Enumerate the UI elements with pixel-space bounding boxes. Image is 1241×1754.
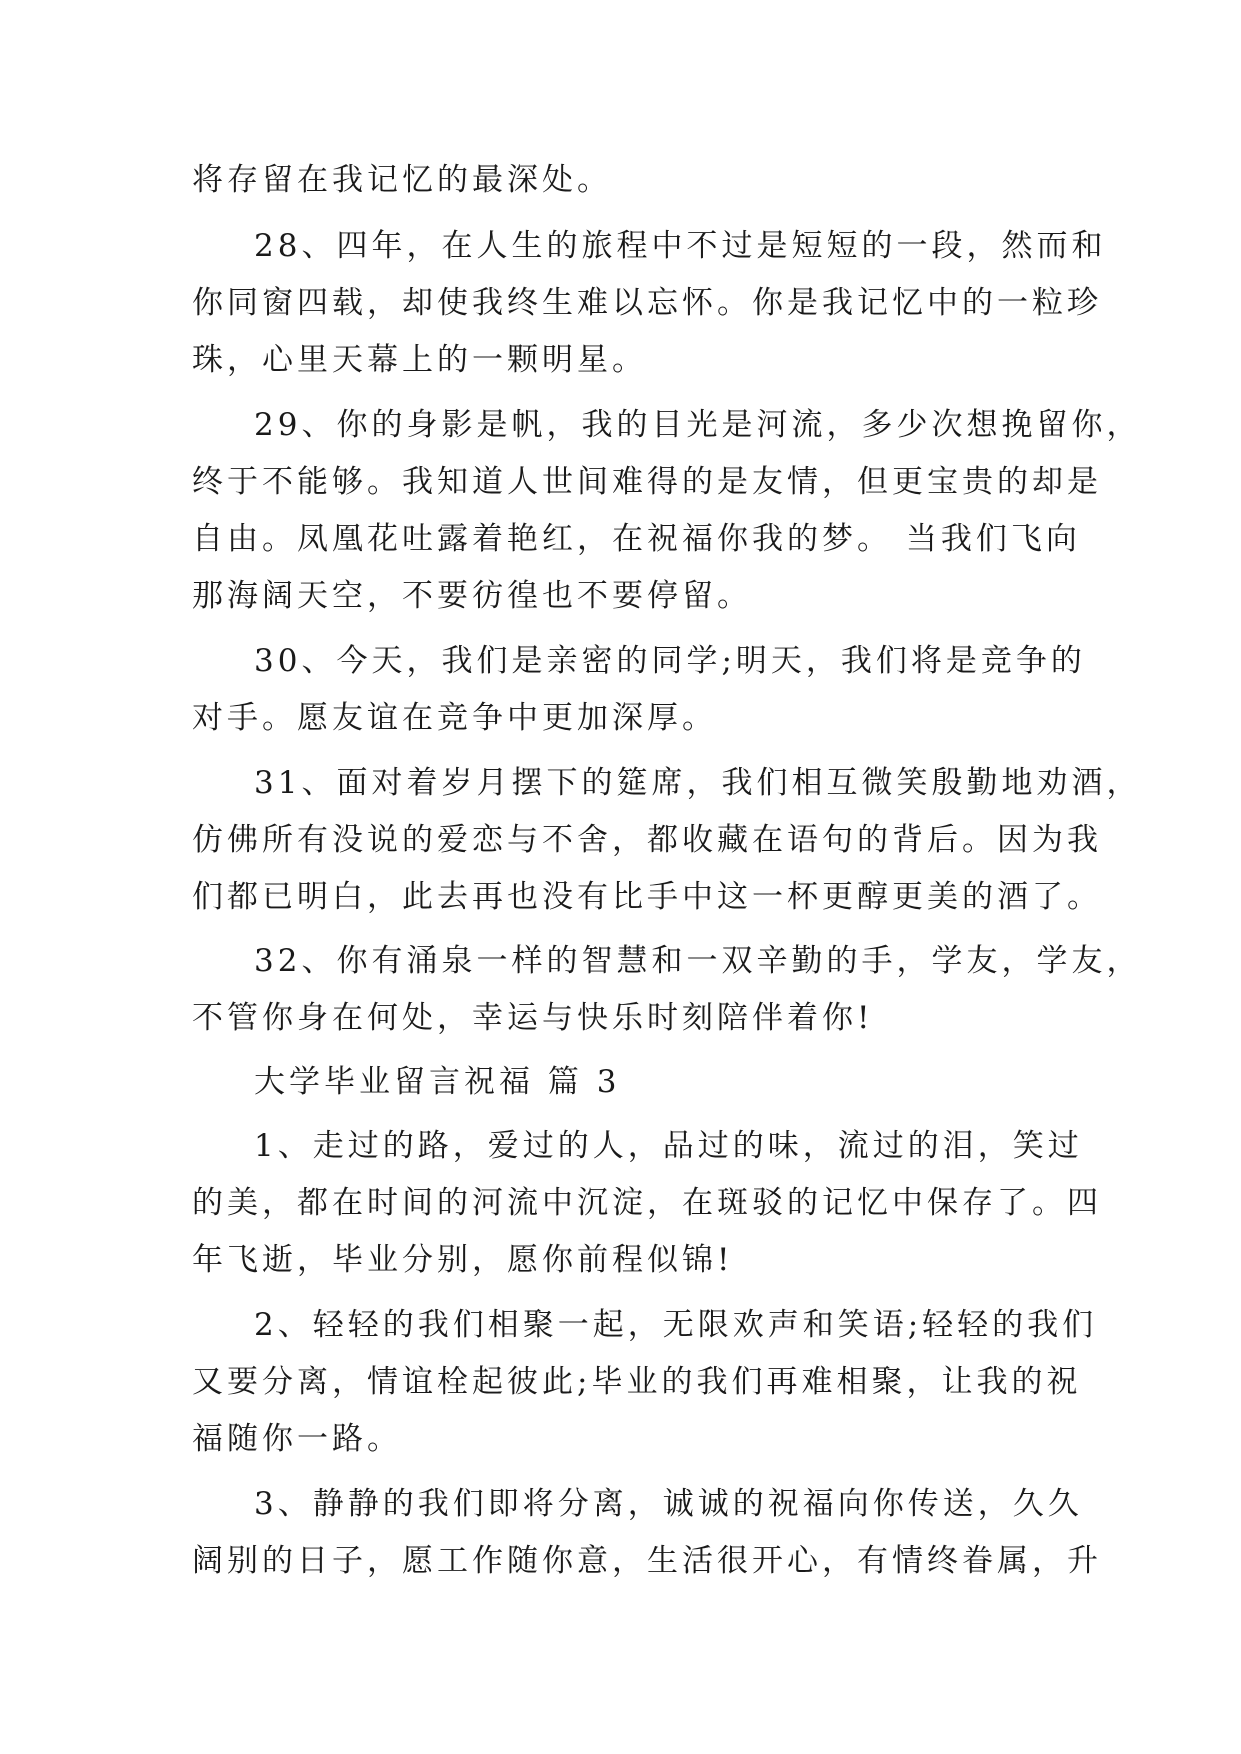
text-line: 终于不能够。我知道人世间难得的是友情，但更宝贵的却是 <box>192 464 1102 500</box>
text-line: 2、轻轻的我们相聚一起，无限欢声和笑语;轻轻的我们 <box>254 1307 1098 1343</box>
text-line: 福随你一路。 <box>192 1421 402 1457</box>
section-heading: 大学毕业留言祝福 篇 3 <box>254 1064 621 1100</box>
text-line: 那海阔天空，不要彷徨也不要停留。 <box>192 578 752 614</box>
text-line: 你同窗四载，却使我终生难以忘怀。你是我记忆中的一粒珍 <box>192 285 1102 321</box>
text-line: 仿佛所有没说的爱恋与不舍，都收藏在语句的背后。因为我 <box>192 822 1102 858</box>
text-line: 对手。愿友谊在竞争中更加深厚。 <box>192 700 717 736</box>
text-line: 不管你身在何处，幸运与快乐时刻陪伴着你! <box>192 1000 874 1036</box>
text-line: 31、面对着岁月摆下的筵席，我们相互微笑殷勤地劝酒， <box>254 765 1142 801</box>
text-line: 32、你有涌泉一样的智慧和一双辛勤的手，学友，学友， <box>254 943 1142 979</box>
text-line: 将存留在我记忆的最深处。 <box>192 162 612 198</box>
text-line: 3、静静的我们即将分离，诚诚的祝福向你传送，久久 <box>254 1486 1083 1522</box>
text-line: 又要分离，情谊栓起彼此;毕业的我们再难相聚，让我的祝 <box>192 1364 1082 1400</box>
text-line: 28、四年，在人生的旅程中不过是短短的一段，然而和 <box>254 228 1107 264</box>
text-line: 阔别的日子，愿工作随你意，生活很开心，有情终眷属，升 <box>192 1543 1102 1579</box>
text-line: 年飞逝，毕业分别，愿你前程似锦! <box>192 1242 734 1278</box>
text-line: 1、走过的路，爱过的人，品过的味，流过的泪，笑过 <box>254 1128 1083 1164</box>
text-line: 29、你的身影是帆，我的目光是河流，多少次想挽留你， <box>254 407 1142 443</box>
text-line: 自由。凤凰花吐露着艳红，在祝福你我的梦。 当我们飞向 <box>192 521 1081 557</box>
text-line: 珠，心里天幕上的一颗明星。 <box>192 342 647 378</box>
text-line: 的美，都在时间的河流中沉淀，在斑驳的记忆中保存了。四 <box>192 1185 1102 1221</box>
text-line: 30、今天，我们是亲密的同学;明天，我们将是竞争的 <box>254 643 1086 679</box>
text-line: 们都已明白，此去再也没有比手中这一杯更醇更美的酒了。 <box>192 879 1102 915</box>
